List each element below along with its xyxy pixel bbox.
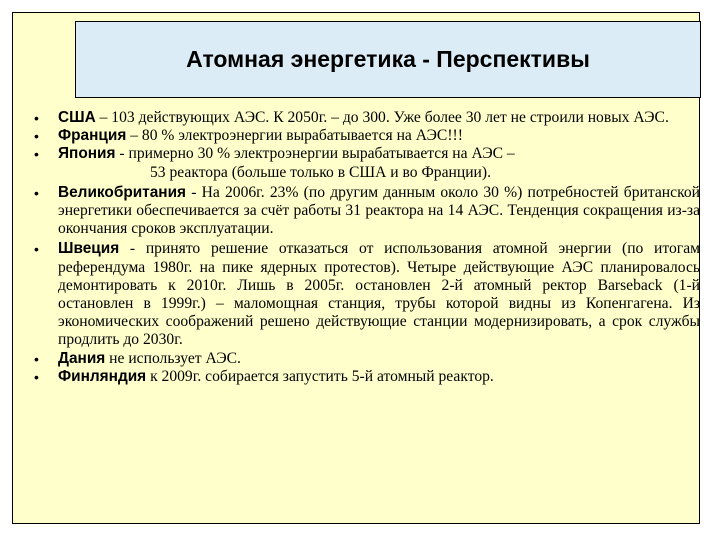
list-item-uk bbox=[30, 184, 700, 239]
country-name: Япония bbox=[58, 145, 116, 163]
slide-frame bbox=[12, 12, 700, 524]
list-item-finland bbox=[30, 368, 700, 386]
slide-content bbox=[30, 109, 700, 386]
item-text: не использует АЭС. bbox=[105, 349, 241, 367]
bullet-icon: • bbox=[34, 241, 39, 258]
item-text: к 2009г. собирается запустить 5-й атомный реактор. bbox=[146, 367, 494, 385]
country-name: Великобритания bbox=[58, 183, 187, 201]
country-name: США bbox=[58, 109, 96, 126]
bullet-list bbox=[30, 109, 700, 386]
title-box bbox=[75, 21, 701, 98]
bullet-icon: • bbox=[34, 128, 39, 145]
list-item-japan bbox=[30, 145, 700, 181]
country-name: Швеция bbox=[58, 240, 120, 258]
item-text: – 80 % электроэнергии вырабатывается на АЭС!!! bbox=[126, 127, 463, 145]
country-name: Дания bbox=[58, 349, 106, 367]
bullet-icon: • bbox=[34, 350, 39, 367]
bullet-icon: • bbox=[34, 184, 39, 201]
slide-title: Атомная энергетика - Перспективы bbox=[186, 46, 590, 72]
country-name: Франция bbox=[58, 127, 127, 145]
item-text: - На 2006г. 23% (по другим данным около 30 %) потребностей британской энергетики обеспечивается за счёт работы 31 реактора на 14 АЭС. Тенденция сокращения из-за окончания сроков эксплуатации. bbox=[58, 183, 700, 238]
list-item-usa bbox=[30, 109, 700, 127]
item-text: - принято решение отказаться от использования атомной энергии (по итогам референдума 1980г. на пике ядерных протестов). Четыре действующие АЭС планировалось демонтировать к 2010г. Лишь в 2005г. остановлен 2-й атомный ректор Barseback (1-й остановлен в 1999г.) – маломощная станция, трубы которой видны из Копенгагена. Из экономических соображений решено действующие станции модернизировать, а срок службы продлить до 2030г. bbox=[58, 240, 700, 349]
list-item-sweden bbox=[30, 240, 700, 349]
list-item-denmark bbox=[30, 350, 700, 368]
item-text: - примерно 30 % электроэнергии вырабатывается на АЭС – bbox=[115, 145, 515, 163]
item-text: – 103 действующих АЭС. К 2050г. – до 300. Уже более 30 лет не строили новых АЭС. bbox=[95, 109, 669, 126]
bullet-icon: • bbox=[34, 110, 39, 126]
country-name: Финляндия bbox=[58, 367, 147, 385]
list-item-france bbox=[30, 127, 700, 145]
bullet-icon: • bbox=[34, 368, 39, 385]
item-text-continuation: 53 реактора (больше только в США и во Франции). bbox=[150, 163, 491, 181]
bullet-icon: • bbox=[34, 146, 39, 163]
